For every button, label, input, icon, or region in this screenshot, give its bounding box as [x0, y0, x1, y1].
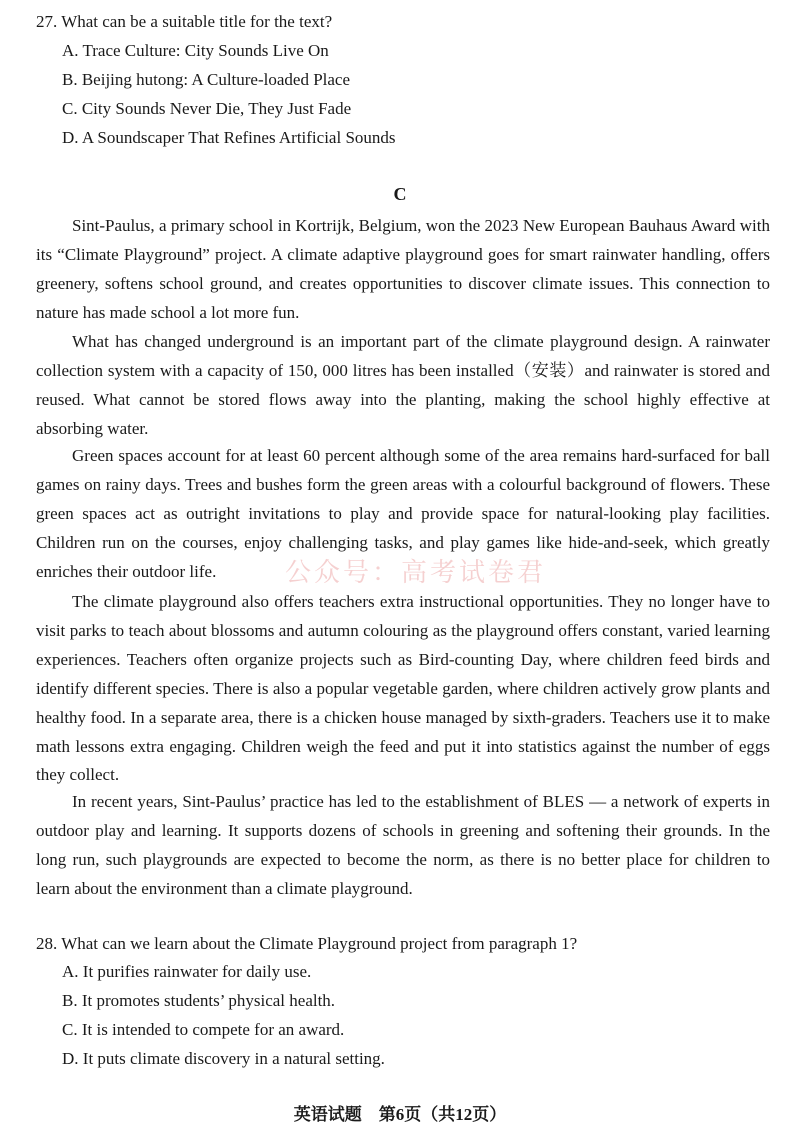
passage-paragraph-5: In recent years, Sint-Paulus’ practice has led to the establishment of BLES — a network of experts in outdoor play and learning. It supports dozens of schools in greening and softening their grounds. In the long run, such playgrounds are expected to become the norm, as there is no better place for children to learn about the environment than a climate playground. — [36, 792, 770, 898]
question-27-option-a: A. Trace Culture: City Sounds Live On — [62, 41, 329, 60]
watermark: 公众号：高考试卷君 — [285, 558, 547, 588]
passage-paragraph-2: What has changed underground is an important part of the climate playground design. A rainwater collection system with a capacity of 150, 000 litres has been installed（安装）and rainwater is stored and reused. What cannot be stored flows away into the planting, making the school highly effective at absorbing water. — [36, 332, 770, 438]
question-28-option-c: C. It is intended to compete for an award. — [62, 1020, 345, 1039]
question-27-option-c: C. City Sounds Never Die, They Just Fade — [62, 99, 352, 118]
question-28-option-b: B. It promotes students’ physical health. — [62, 991, 336, 1010]
question-28-option-a: A. It purifies rainwater for daily use. — [62, 962, 312, 981]
question-27-stem: 27. What can be a suitable title for the text? — [36, 12, 333, 31]
page-footer: 英语试题 第6页（共12页） — [293, 1105, 507, 1124]
passage-paragraph-3: Green spaces account for at least 60 percent although some of the area remains hard-surfaced for ball games on rainy days. Trees and bushes form the green areas with a colourful background of flowers. These green spaces act as outright invitations to play and provide space for natural-looking play facilities. Children run on the courses, enjoy challenging tasks, and play games like hide-and-seek, which greatly enriches their outdoor life. — [36, 446, 770, 581]
passage-paragraph-4: The climate playground also offers teachers extra instructional opportunities. They no longer have to visit parks to teach about blossoms and autumn colouring as the playground offers constant, varied learning experiences. Teachers often organize projects such as Bird-counting Day, where children feed birds and identify different species. There is also a popular vegetable garden, where children actively grow plants and healthy food. In a separate area, there is a chicken house managed by sixth-graders. Teachers use it to make math lessons extra engaging. Children weigh the feed and put it into statistics against the number of eggs they collect. — [36, 592, 770, 785]
section-heading: C — [393, 184, 407, 204]
passage-paragraph-1: Sint-Paulus, a primary school in Kortrijk, Belgium, won the 2023 New European Bauhaus Award with its “Climate Playground” project. A climate adaptive playground goes for smart rainwater handling, offers greenery, softens school ground, and creates opportunities to discover climate issues. This connection to nature has made school a lot more fun. — [36, 216, 770, 322]
question-27-option-b: B. Beijing hutong: A Culture-loaded Place — [62, 70, 351, 89]
question-28-option-d: D. It puts climate discovery in a natural setting. — [62, 1049, 385, 1068]
question-28-stem: 28. What can we learn about the Climate Playground project from paragraph 1? — [36, 934, 578, 953]
question-27-option-d: D. A Soundscaper That Refines Artificial Sounds — [62, 128, 396, 147]
